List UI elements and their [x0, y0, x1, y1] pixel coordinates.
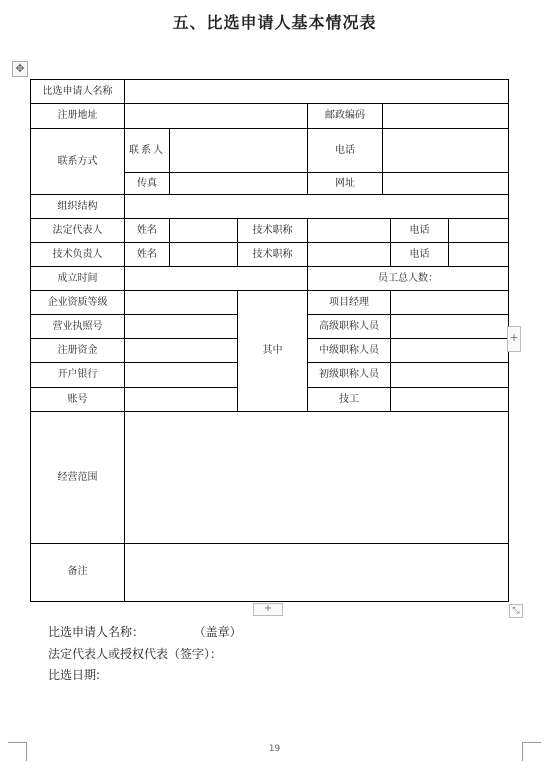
phone-cell[interactable] [383, 129, 509, 173]
qualification-label: 企业资质等级 [31, 291, 125, 315]
remarks-label: 备注 [31, 543, 125, 601]
legal-rep-title-cell[interactable] [308, 219, 391, 243]
legal-rep-label: 法定代表人 [31, 219, 125, 243]
founded-cell[interactable] [125, 267, 308, 291]
table-row [31, 243, 509, 267]
website-cell[interactable] [383, 173, 509, 195]
account-cell[interactable] [125, 388, 238, 412]
fax-cell[interactable] [170, 173, 308, 195]
applicant-name-label: 比选申请人名称 [31, 80, 125, 104]
remarks-cell[interactable] [125, 543, 509, 601]
footer-applicant-line: 比选申请人名称： （盖章） [48, 625, 242, 639]
scope-cell[interactable] [125, 412, 509, 543]
document-title: 五、比选申请人基本情况表 [172, 13, 377, 32]
contact-person-cell[interactable] [170, 129, 308, 173]
table-row [31, 291, 509, 315]
bank-cell[interactable] [125, 363, 238, 388]
middle-label: 中级职称人员 [308, 339, 391, 363]
footer-rep-line: 法定代表人或授权代表（签字）： [48, 647, 223, 661]
postcode-cell[interactable] [383, 104, 509, 129]
legal-rep-phone-label: 电话 [391, 219, 449, 243]
tech-lead-phone-cell[interactable] [449, 243, 509, 267]
junior-cell[interactable] [391, 363, 509, 388]
address-cell[interactable] [125, 104, 308, 129]
legal-rep-title-label: 技术职称 [238, 219, 308, 243]
address-label: 注册地址 [31, 104, 125, 129]
table-resize-handle-icon[interactable]: ⤡ [509, 604, 523, 618]
applicant-name-cell[interactable] [125, 80, 509, 104]
contact-label: 联系方式 [31, 129, 125, 195]
tech-lead-name-label: 姓名 [125, 243, 170, 267]
pm-cell[interactable] [391, 291, 509, 315]
table-move-handle-icon[interactable]: ✥ [12, 61, 28, 77]
table-row [31, 267, 509, 291]
worker-cell[interactable] [391, 388, 509, 412]
page-number: 19 [268, 744, 281, 754]
among-label: 其中 [238, 291, 308, 412]
org-structure-label: 组织结构 [31, 195, 125, 219]
worker-label: 技工 [308, 388, 391, 412]
pm-label: 项目经理 [308, 291, 391, 315]
contact-person-label: 联系人 [125, 129, 170, 173]
license-label: 营业执照号 [31, 315, 125, 339]
tech-lead-name-cell[interactable] [170, 243, 238, 267]
scope-label: 经营范围 [31, 412, 125, 543]
tech-lead-label: 技术负责人 [31, 243, 125, 267]
table-row [31, 219, 509, 243]
founded-label: 成立时间 [31, 267, 125, 291]
qualification-cell[interactable] [125, 291, 238, 315]
bank-label: 开户银行 [31, 363, 125, 388]
middle-cell[interactable] [391, 339, 509, 363]
license-cell[interactable] [125, 315, 238, 339]
table-row [31, 412, 509, 543]
table-row [31, 104, 509, 129]
tech-lead-phone-label: 电话 [391, 243, 449, 267]
capital-label: 注册资金 [31, 339, 125, 363]
legal-rep-name-cell[interactable] [170, 219, 238, 243]
add-column-plus-icon[interactable]: + [507, 326, 521, 352]
table-row [31, 195, 509, 219]
org-structure-cell[interactable] [125, 195, 509, 219]
employee-total-label: 员工总人数： [308, 267, 509, 291]
junior-label: 初级职称人员 [308, 363, 391, 388]
senior-cell[interactable] [391, 315, 509, 339]
tech-lead-title-cell[interactable] [308, 243, 391, 267]
fax-label: 传真 [125, 173, 170, 195]
senior-label: 高级职称人员 [308, 315, 391, 339]
website-label: 网址 [308, 173, 383, 195]
table-row [31, 80, 509, 104]
capital-cell[interactable] [125, 339, 238, 363]
legal-rep-name-label: 姓名 [125, 219, 170, 243]
add-row-plus-icon[interactable]: + [253, 603, 283, 616]
footer-date-line: 比选日期: [48, 668, 101, 682]
applicant-info-table [30, 79, 509, 602]
table-row [31, 129, 509, 173]
postcode-label: 邮政编码 [308, 104, 383, 129]
tech-lead-title-label: 技术职称 [238, 243, 308, 267]
legal-rep-phone-cell[interactable] [449, 219, 509, 243]
phone-label: 电话 [308, 129, 383, 173]
account-label: 账号 [31, 388, 125, 412]
table-row [31, 543, 509, 601]
